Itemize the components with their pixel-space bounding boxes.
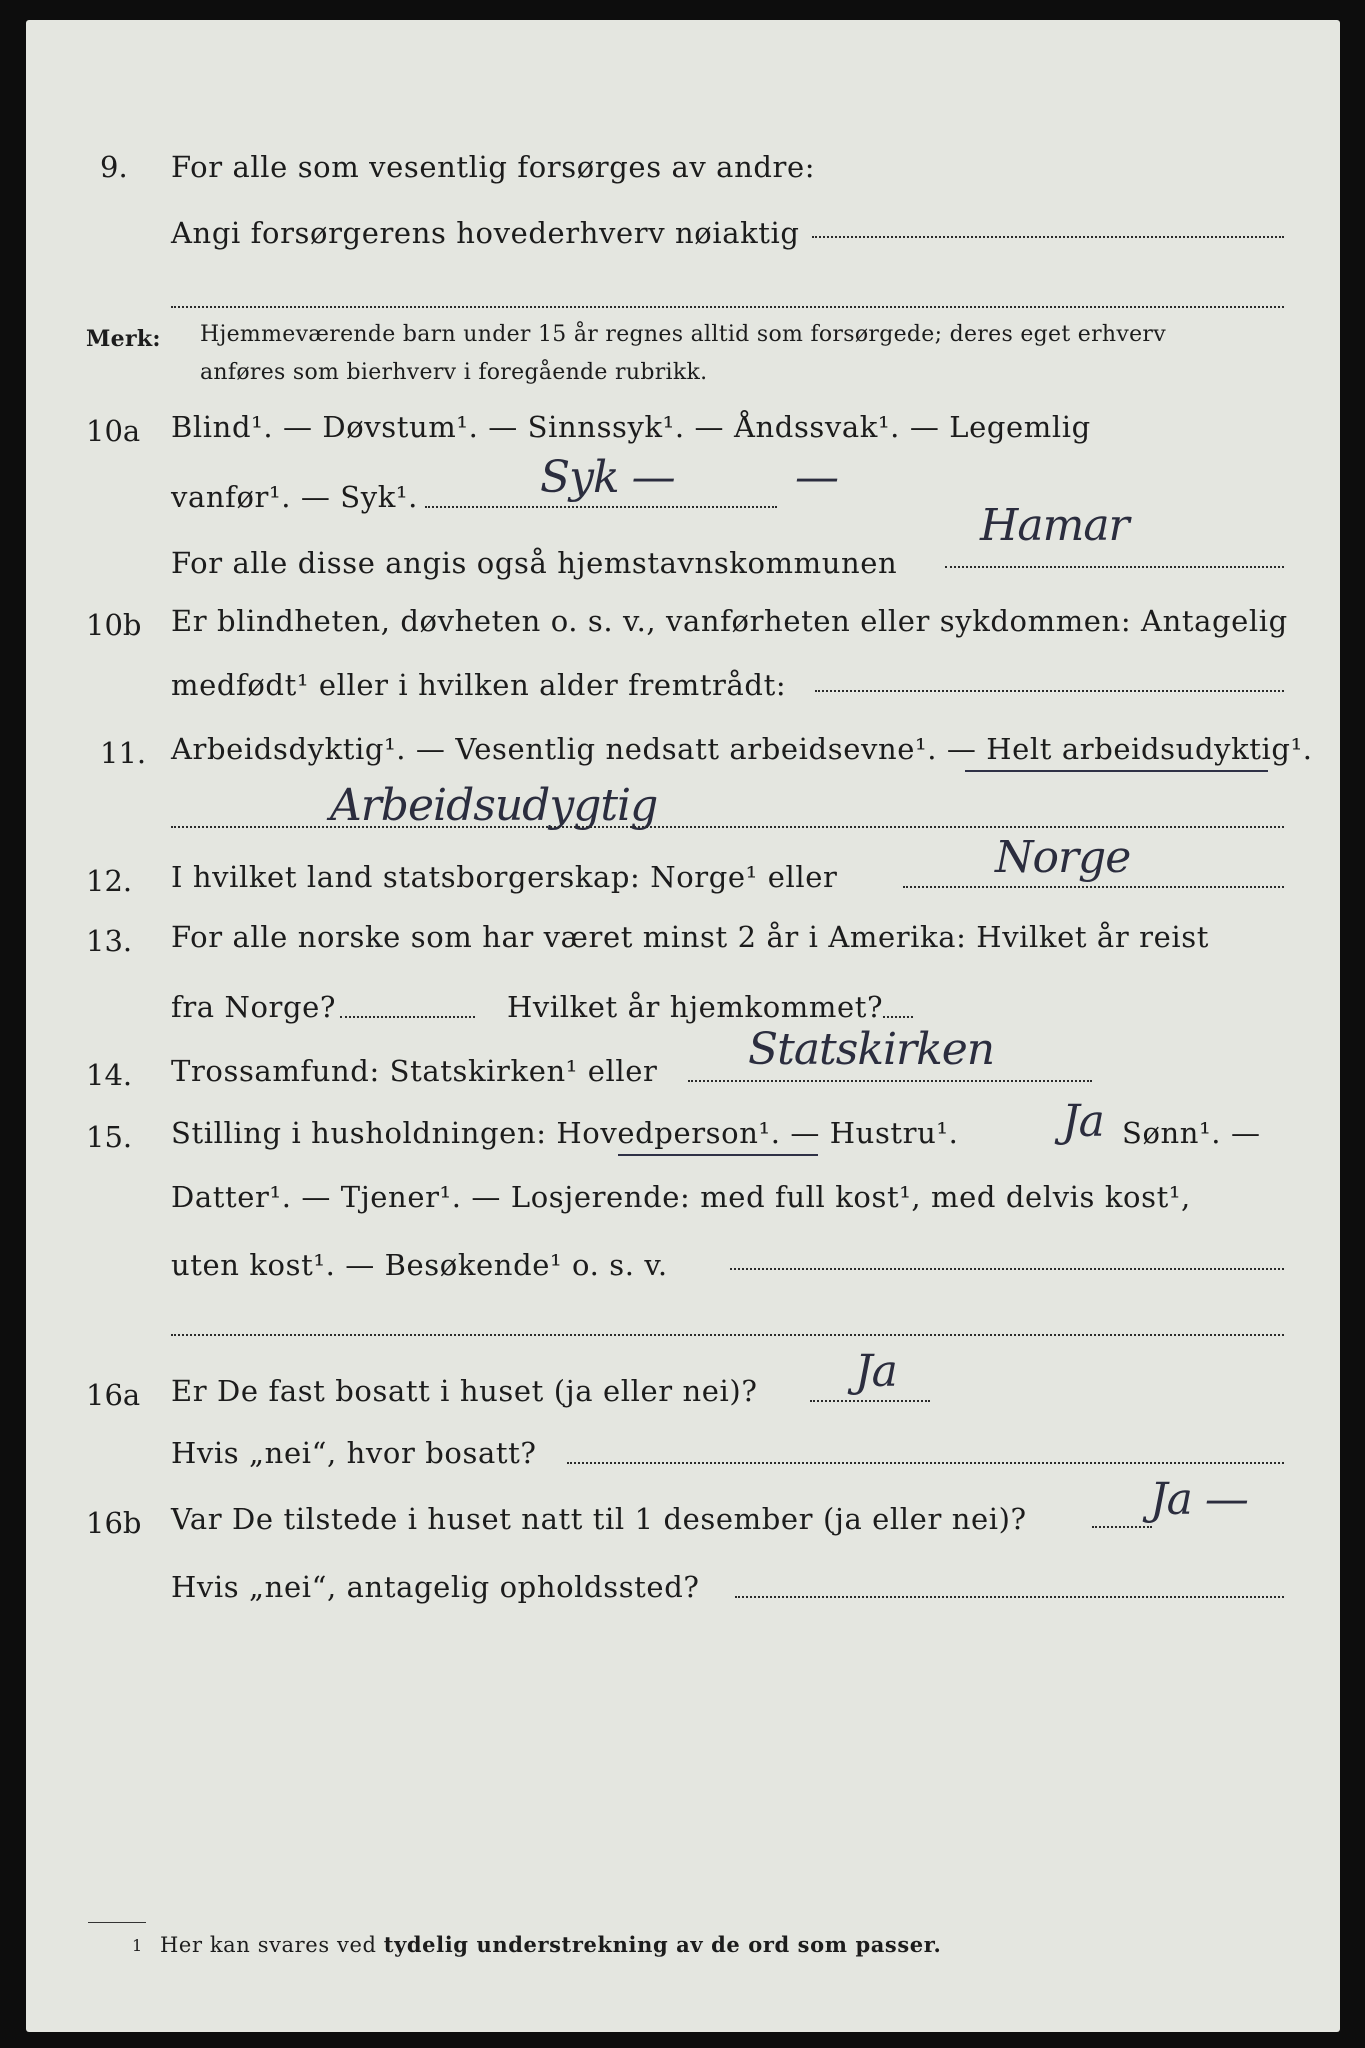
handwritten-dash: —: [795, 452, 838, 503]
q11-number: 11.: [100, 736, 147, 770]
q9-subtext: Angi forsørgerens hovederhverv nøiaktig: [171, 216, 800, 250]
q11-underline-mark: [965, 770, 1268, 772]
handwritten-ja-15: Ja: [1062, 1096, 1104, 1147]
q9-number: 9.: [100, 150, 128, 184]
q13-number: 13.: [86, 924, 133, 958]
q16a-text-2: Hvis „nei“, hvor bosatt?: [171, 1436, 537, 1470]
q13-text-1: For alle norske som har været minst 2 år i Amerika: Hvilket år reist: [171, 920, 1209, 954]
q16a-text-1: Er De fast bosatt i huset (ja eller nei)?: [171, 1374, 758, 1408]
handwritten-kommune: Hamar: [980, 500, 1129, 551]
footnote-rule: [88, 1922, 146, 1923]
q12-answer-line: [903, 886, 1284, 888]
handwritten-syk: Syk —: [540, 452, 675, 503]
merk-text-2: anføres som bierhverv i foregående rubrikk.: [200, 360, 708, 385]
q16a-answer-line: [810, 1400, 930, 1402]
footnote-mark: 1: [132, 1936, 143, 1955]
q15-underlined-choice: Hovedperson: [556, 1116, 759, 1150]
q10b-text-1: Er blindheten, døvheten o. s. v., vanførheten eller sykdommen: Antagelig: [171, 604, 1288, 638]
merk-label: Merk:: [86, 326, 161, 352]
handwritten-ja-16b: Ja —: [1150, 1474, 1248, 1525]
q15-text-1: Stilling i husholdningen: Hovedperson¹. — Hustru¹.: [171, 1116, 959, 1150]
q10a-text-3: For alle disse angis også hjemstavnskommunen: [171, 546, 898, 580]
q12-text: I hvilket land statsborgerskap: Norge¹ eller: [171, 860, 838, 894]
q13-hjem-line: [883, 1016, 913, 1018]
q11-answer-line: [171, 826, 1284, 828]
handwritten-ja-16a: Ja: [855, 1346, 897, 1397]
merk-text-1: Hjemmeværende barn under 15 år regnes alltid som forsørgede; deres eget erhverv: [200, 322, 1166, 347]
q10a-number: 10a: [86, 414, 141, 448]
q13-text-2a: fra Norge?: [171, 990, 337, 1024]
q12-number: 12.: [86, 864, 133, 898]
q10a-text-1: Blind¹. — Døvstum¹. — Sinnssyk¹. — Åndssvak¹. — Legemlig: [171, 410, 1091, 444]
footnote-text: Her kan svares ved tydelig understrekning av de ord som passer.: [160, 1932, 942, 1957]
q16b-text-1: Var De tilstede i huset natt til 1 desember (ja eller nei)?: [171, 1502, 1027, 1536]
q15-number: 15.: [86, 1120, 133, 1154]
q11-underlined-choice: Helt arbeidsudyktig: [986, 732, 1291, 766]
q16b-answer-line-2: [735, 1596, 1284, 1598]
q10a-syk-line: [425, 506, 777, 508]
q15-answer-line: [730, 1268, 1284, 1270]
q11-text: Arbeidsdyktig¹. — Vesentlig nedsatt arbeidsevne¹. — Helt arbeidsudyktig¹.: [171, 732, 1313, 766]
q10b-number: 10b: [86, 608, 142, 642]
handwritten-land: Norge: [995, 832, 1131, 883]
q16a-bosatt-line: [567, 1462, 1284, 1464]
handwritten-arbeid: Arbeidsudygtig: [330, 780, 658, 831]
q14-text: Trossamfund: Statskirken¹ eller: [171, 1054, 658, 1088]
q16b-number: 16b: [86, 1506, 142, 1540]
q14-answer-line: [688, 1080, 1092, 1082]
q16b-answer-line: [1092, 1526, 1152, 1528]
q15-text-3: uten kost¹. — Besøkende¹ o. s. v.: [171, 1248, 668, 1282]
q13-text-2b: Hvilket år hjemkommet?: [507, 990, 884, 1024]
q10b-text-2: medfødt¹ eller i hvilken alder fremtrådt:: [171, 668, 787, 702]
handwritten-trossamfund: Statskirken: [748, 1024, 995, 1075]
q9-text: For alle som vesentlig forsørges av andre:: [171, 150, 816, 184]
q10b-answer-line: [815, 690, 1284, 692]
q15-underline-mark: [618, 1154, 818, 1156]
q9-answer-line-2: [171, 306, 1284, 308]
q15-text-2: Datter¹. — Tjener¹. — Losjerende: med full kost¹, med delvis kost¹,: [171, 1180, 1191, 1214]
q9-answer-line: [812, 236, 1284, 238]
q10a-kommune-line: [945, 566, 1284, 568]
q15-text-1d: Sønn¹. —: [1122, 1116, 1261, 1150]
q15-answer-line-2: [171, 1334, 1284, 1336]
q13-reist-line: [340, 1016, 475, 1018]
q16a-number: 16a: [86, 1378, 141, 1412]
q16b-text-2: Hvis „nei“, antagelig opholdssted?: [171, 1570, 700, 1604]
q14-number: 14.: [86, 1058, 133, 1092]
q10a-text-2: vanfør¹. — Syk¹.: [171, 480, 418, 514]
